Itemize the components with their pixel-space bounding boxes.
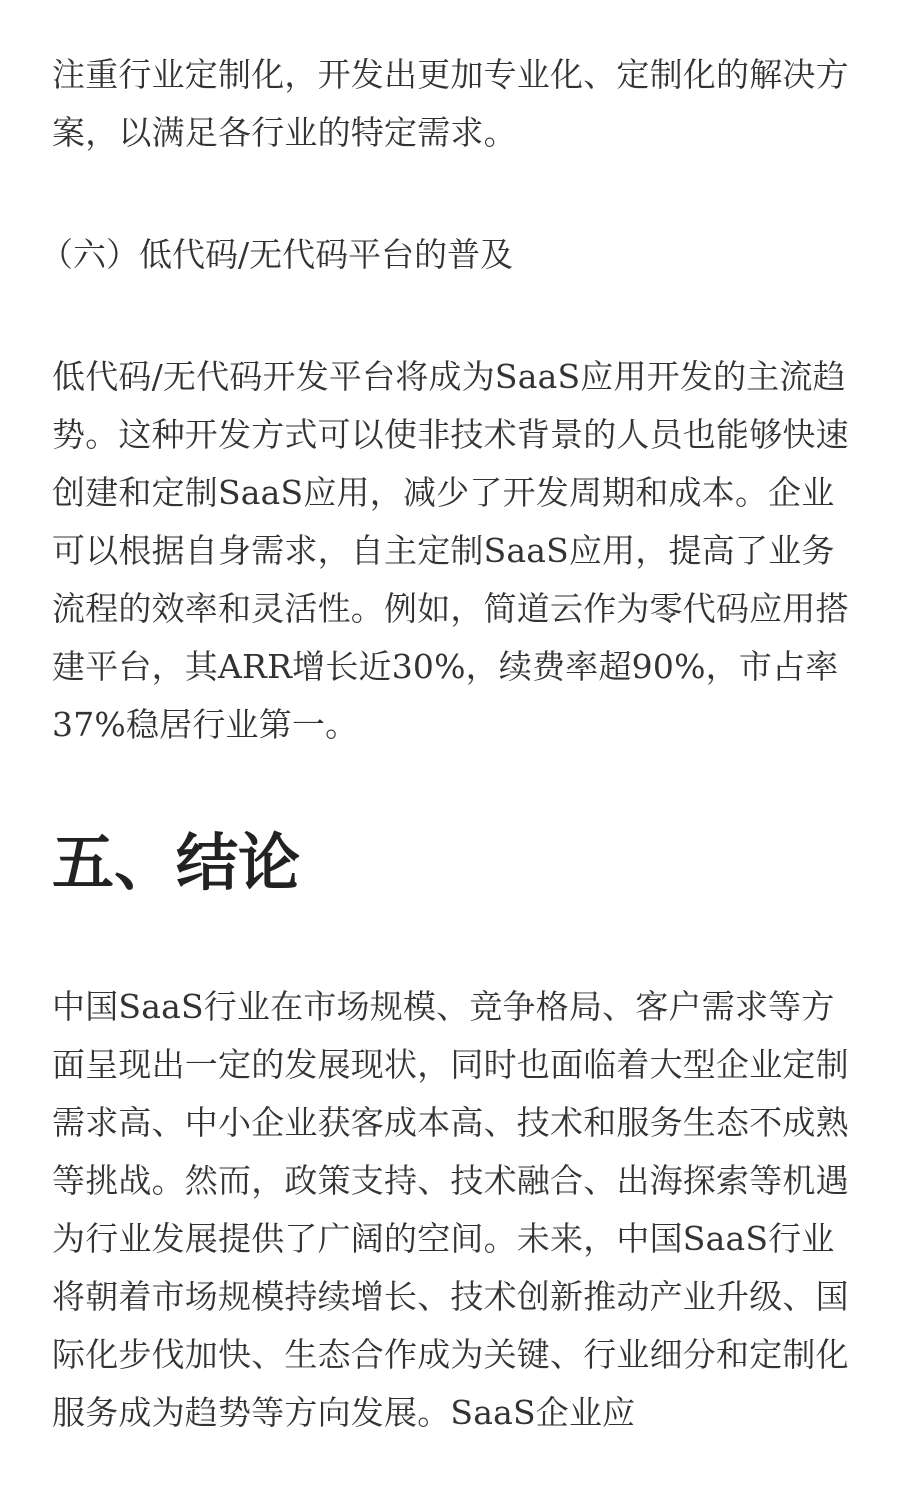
- paragraph-lowcode-platforms: 低代码/无代码开发平台将成为SaaS应用开发的主流趋势。这种开发方式可以使非技术背景的人员也能够快速创建和定制SaaS应用，减少了开发周期和成本。企业可以根据自身需求，自主定制SaaS应用，提高了业务流程的效率和灵活性。例如，简道云作为零代码应用搭建平台，其ARR增长近30%，续费率超90%，市占率37%稳居行业第一。: [52, 357, 849, 744]
- paragraph-conclusion: 中国SaaS行业在市场规模、竞争格局、客户需求等方面呈现出一定的发展现状，同时也面临着大型企业定制需求高、中小企业获客成本高、技术和服务生态不成熟等挑战。然而，政策支持、技术融合、出海探索等机遇为行业发展提供了广阔的空间。未来，中国SaaS行业将朝着市场规模持续增长、技术创新推动产业升级、国际化步伐加快、生态合作成为关键、行业细分和定制化服务成为趋势等方向发展。SaaS企业应: [52, 987, 849, 1432]
- section-heading-conclusion: 五、结论: [52, 826, 301, 899]
- subsection-heading-lowcode: （六）低代码/无代码平台的普及: [40, 235, 514, 274]
- paragraph-industry-customization: 注重行业定制化，开发出更加专业化、定制化的解决方案，以满足各行业的特定需求。: [52, 55, 849, 152]
